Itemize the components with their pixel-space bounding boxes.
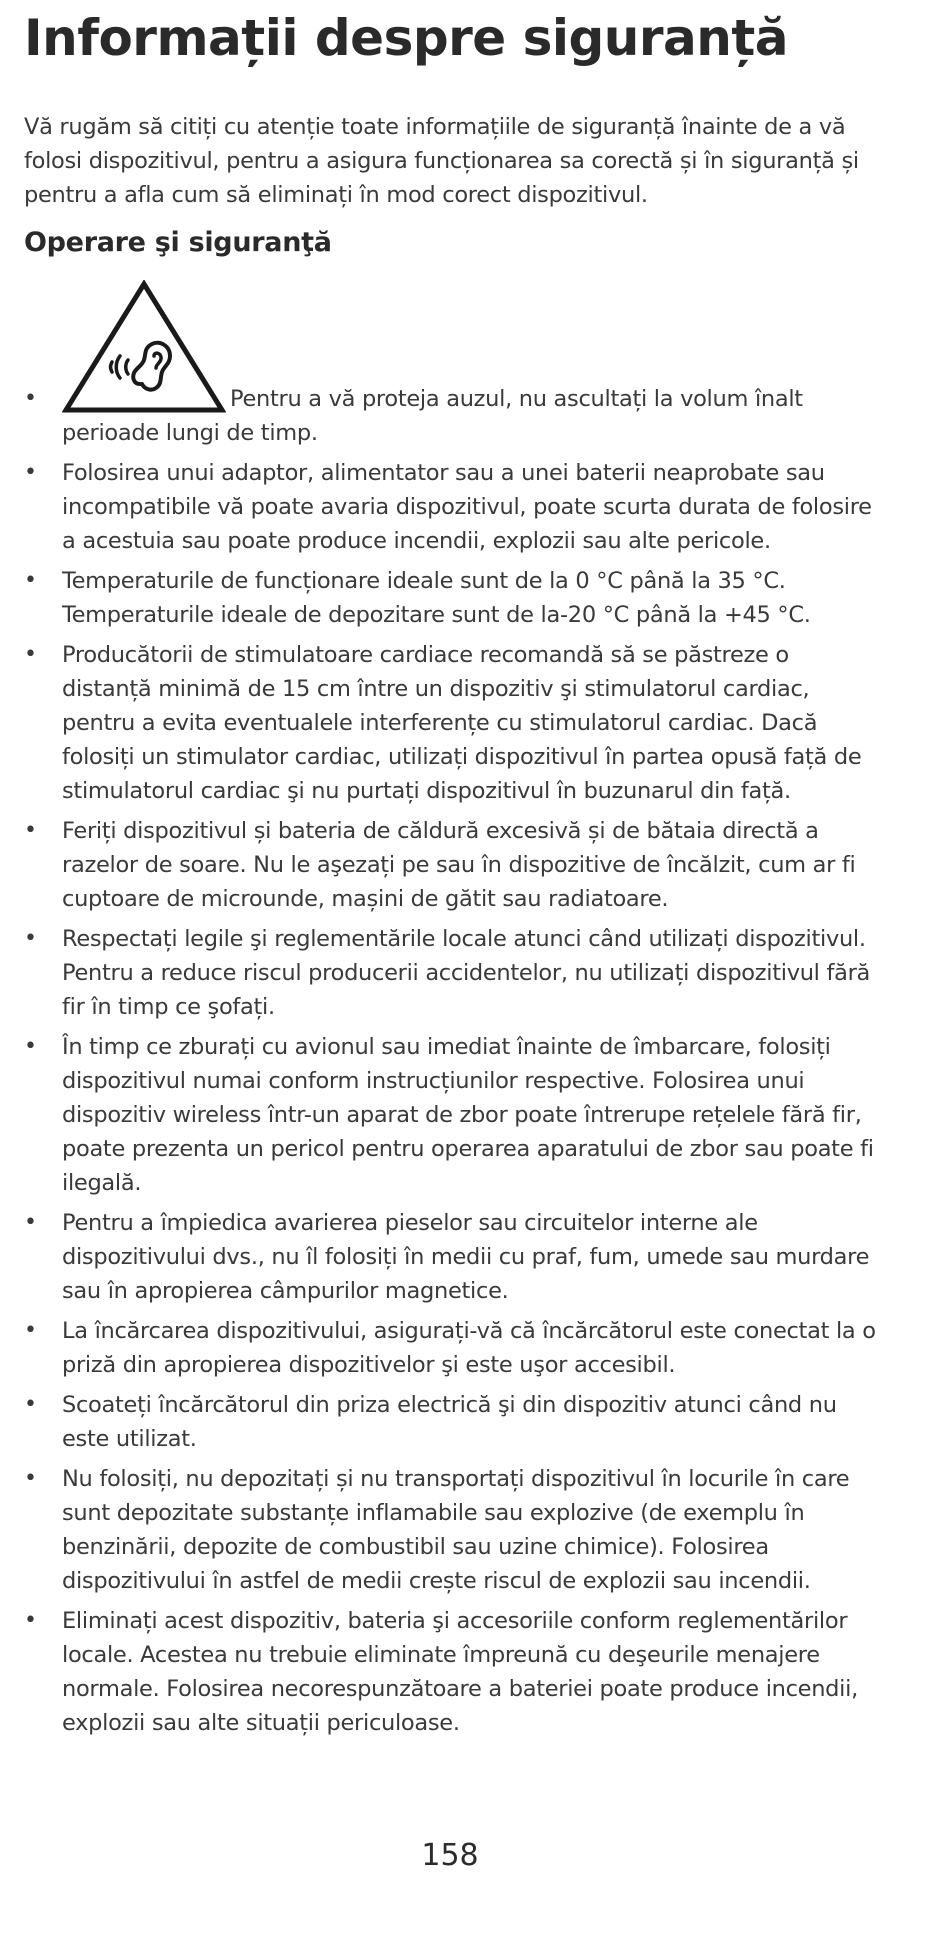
list-item (24, 814, 884, 916)
list-item (24, 1314, 884, 1382)
list-item (24, 1388, 884, 1456)
page-number: 158 (421, 1838, 479, 1873)
list-item-text: Eliminați acest dispozitiv, bateria şi accesoriile conform reglementărilor locale. Acestea nu trebuie eliminate împreună cu deşeurile menajere normale. Folosirea necorespunzătoare a bateriei poate produce incendii, explozii sau alte situații periculoase. (62, 1608, 858, 1736)
list-item-text: Scoateți încărcătorul din priza electrică şi din dispozitiv atunci când nu este utilizat. (62, 1392, 837, 1452)
bullet-icon: • (24, 386, 37, 411)
bullet-icon: • (24, 568, 37, 593)
document-page (24, 0, 884, 1746)
bullet-icon: • (24, 1608, 37, 1633)
intro-paragraph: Vă rugăm să citiți cu atenție toate informațiile de siguranță înainte de a vă folosi dispozitivul, pentru a asigura funcționarea sa corectă și în siguranță și pentru a afla cum să eliminați în mod corect dispozitivul. (24, 114, 859, 208)
list-item (24, 564, 884, 632)
list-item (24, 1462, 884, 1598)
bullet-icon: • (24, 1034, 37, 1059)
bullet-icon: • (24, 1210, 37, 1235)
bullet-icon: • (24, 460, 37, 485)
list-item (24, 1206, 884, 1308)
list-item-text: La încărcarea dispozitivului, asigurați-vă că încărcătorul este conectat la o priză din apropierea dispozitivelor şi este uşor accesibil. (62, 1318, 876, 1378)
list-item-text: Temperaturile de funcționare ideale sunt de la 0 °C până la 35 °C. Temperaturile ideale de depozitare sunt de la-20 °C până la +45 °C. (62, 568, 811, 628)
list-item-text: În timp ce zburați cu avionul sau imediat înainte de îmbarcare, folosiți dispozitivul numai conform instrucțiunilor respective. Folosirea unui dispozitiv wireless într-un aparat de zbor poate întrerupe rețelele fără fir, poate prezenta un pericol pentru operarea aparatului de zbor sau poate fi ilegală. (62, 1034, 874, 1196)
page-title: Informații despre siguranță (24, 9, 789, 67)
list-item-text: Pentru a împiedica avarierea pieselor sau circuitelor interne ale dispozitivului dvs., nu îl folosiți în medii cu praf, fum, umede sau murdare sau în apropierea câmpurilor magnetice. (62, 1210, 870, 1304)
bullet-icon: • (24, 926, 37, 951)
bullet-icon: • (24, 818, 37, 843)
list-item-text: Nu folosiți, nu depozitați și nu transportați dispozitivul în locurile în care sunt depozitate substanțe inflamabile sau explozive (de exemplu în benzinării, depozite de combustibil sau uzine chimice). Folosirea dispozitivului în astfel de medii crește riscul de explozii sau incendii. (62, 1466, 850, 1594)
bullet-icon: • (24, 1392, 37, 1417)
list-item (24, 922, 884, 1024)
list-item (24, 280, 884, 450)
bullet-icon: • (24, 1318, 37, 1343)
list-item-text: Pentru a vă proteja auzul, nu ascultați la volum înalt perioade lungi de timp. (62, 386, 803, 446)
bullet-icon: • (24, 1466, 37, 1491)
list-item-text: Respectați legile şi reglementările locale atunci când utilizați dispozitivul. Pentru a reduce riscul producerii accidentelor, nu utilizați dispozitivul fără fir în timp ce şofați. (62, 926, 871, 1020)
bullet-icon: • (24, 642, 37, 667)
list-item (24, 456, 884, 558)
list-item (24, 638, 884, 808)
list-item (24, 1030, 884, 1200)
section-heading: Operare şi siguranţă (24, 227, 332, 258)
list-item-text: Producătorii de stimulatoare cardiace recomandă să se păstreze o distanță minimă de 15 cm între un dispozitiv şi stimulatorul cardiac, pentru a evita eventualele interferențe cu stimulatorul cardiac. Dacă folosiți un stimulator cardiac, utilizați dispozitivul în partea opusă față de stimulatorul cardiac şi nu purtați dispozitivul în buzunarul din față. (62, 642, 862, 804)
list-item-text: Feriți dispozitivul și bateria de căldură excesivă și de bătaia directă a razelor de soare. Nu le aşezați pe sau în dispozitive de încălzit, cum ar fi cuptoare de microunde, mașini de gătit sau radiatoare. (62, 818, 856, 912)
list-item (24, 1604, 884, 1740)
hearing-warning-icon (62, 280, 226, 416)
list-item-text: Folosirea unui adaptor, alimentator sau a unei baterii neaprobate sau incompatibile vă poate avaria dispozitivul, poate scurta durata de folosire a acestuia sau poate produce incendii, explozii sau alte pericole. (62, 460, 872, 554)
safety-list (24, 280, 884, 1740)
